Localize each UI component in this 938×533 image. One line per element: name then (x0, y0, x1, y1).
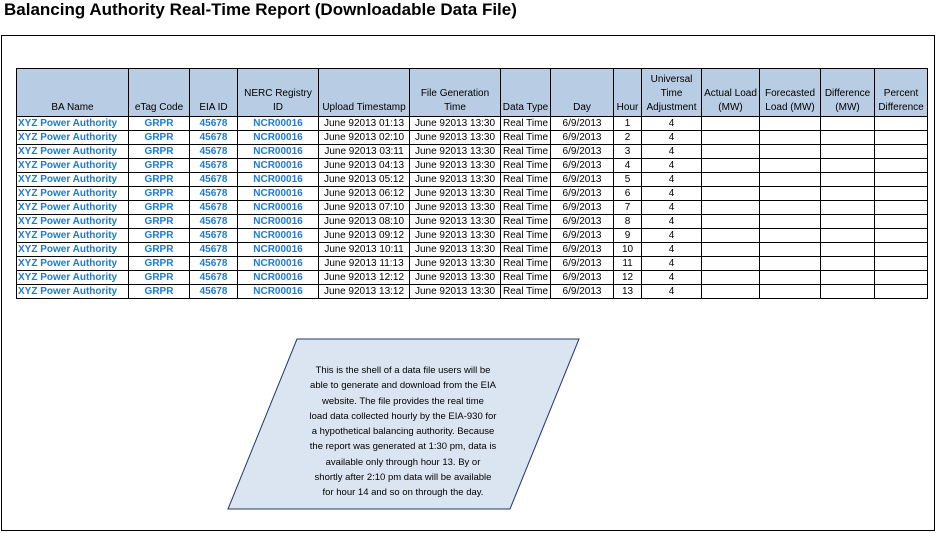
table-row (17, 229, 928, 243)
cell-upload-timestamp: June 92013 03:11 (319, 145, 410, 159)
cell-actual-load (702, 131, 760, 145)
table-row (17, 117, 928, 131)
cell-eia-id: 45678 (190, 173, 238, 187)
cell-nerc-registry-id: NCR00016 (238, 145, 319, 159)
cell-actual-load (702, 173, 760, 187)
cell-difference (821, 229, 875, 243)
cell-eia-id: 45678 (190, 257, 238, 271)
table-row (17, 285, 928, 299)
cell-file-generation-time: June 92013 13:30 (410, 243, 501, 257)
cell-ba-name: XYZ Power Authority (17, 145, 129, 159)
note-line: able to generate and download from the EIA (310, 380, 496, 392)
cell-percent-difference (875, 201, 928, 215)
cell-forecasted-load (760, 131, 821, 145)
cell-hour: 10 (614, 243, 642, 257)
cell-data-type: Real Time (501, 257, 551, 271)
cell-hour: 3 (614, 145, 642, 159)
cell-actual-load (702, 215, 760, 229)
cell-nerc-registry-id: NCR00016 (238, 215, 319, 229)
cell-percent-difference (875, 173, 928, 187)
cell-eia-id: 45678 (190, 117, 238, 131)
cell-upload-timestamp: June 92013 06:12 (319, 187, 410, 201)
cell-forecasted-load (760, 243, 821, 257)
cell-upload-timestamp: June 92013 05:12 (319, 173, 410, 187)
cell-hour: 5 (614, 173, 642, 187)
cell-utc-adjustment: 4 (642, 257, 702, 271)
table-header-row (17, 69, 928, 117)
note-line: for hour 14 and so on through the day. (322, 487, 484, 499)
cell-forecasted-load (760, 117, 821, 131)
cell-day: 6/9/2013 (551, 271, 614, 285)
cell-hour: 4 (614, 159, 642, 173)
cell-file-generation-time: June 92013 13:30 (410, 117, 501, 131)
cell-day: 6/9/2013 (551, 131, 614, 145)
cell-hour: 2 (614, 131, 642, 145)
cell-file-generation-time: June 92013 13:30 (410, 159, 501, 173)
cell-actual-load (702, 187, 760, 201)
cell-difference (821, 243, 875, 257)
cell-forecasted-load (760, 159, 821, 173)
table-row (17, 173, 928, 187)
cell-difference (821, 257, 875, 271)
cell-forecasted-load (760, 173, 821, 187)
report-title: Balancing Authority Real-Time Report (Downloadable Data File) (4, 0, 517, 19)
cell-utc-adjustment: 4 (642, 271, 702, 285)
cell-nerc-registry-id: NCR00016 (238, 131, 319, 145)
cell-utc-adjustment: 4 (642, 145, 702, 159)
cell-day: 6/9/2013 (551, 243, 614, 257)
cell-hour: 11 (614, 257, 642, 271)
cell-difference (821, 187, 875, 201)
cell-forecasted-load (760, 145, 821, 159)
cell-day: 6/9/2013 (551, 173, 614, 187)
table-row (17, 187, 928, 201)
cell-forecasted-load (760, 229, 821, 243)
cell-actual-load (702, 201, 760, 215)
cell-utc-adjustment: 4 (642, 131, 702, 145)
cell-data-type: Real Time (501, 159, 551, 173)
cell-day: 6/9/2013 (551, 187, 614, 201)
cell-data-type: Real Time (501, 131, 551, 145)
cell-ba-name: XYZ Power Authority (17, 187, 129, 201)
cell-etag-code: GRPR (129, 215, 190, 229)
cell-eia-id: 45678 (190, 159, 238, 173)
cell-etag-code: GRPR (129, 257, 190, 271)
cell-upload-timestamp: June 92013 11:13 (319, 257, 410, 271)
cell-upload-timestamp: June 92013 10:11 (319, 243, 410, 257)
col-header-actual-load: Actual Load (MW) (702, 69, 760, 117)
cell-day: 6/9/2013 (551, 145, 614, 159)
cell-nerc-registry-id: NCR00016 (238, 117, 319, 131)
note-line: shortly after 2:10 pm data will be available (314, 472, 492, 484)
cell-difference (821, 131, 875, 145)
cell-upload-timestamp: June 92013 02:10 (319, 131, 410, 145)
cell-percent-difference (875, 131, 928, 145)
cell-forecasted-load (760, 257, 821, 271)
cell-data-type: Real Time (501, 285, 551, 299)
cell-actual-load (702, 159, 760, 173)
cell-data-type: Real Time (501, 229, 551, 243)
cell-data-type: Real Time (501, 243, 551, 257)
cell-eia-id: 45678 (190, 187, 238, 201)
cell-nerc-registry-id: NCR00016 (238, 257, 319, 271)
cell-difference (821, 215, 875, 229)
col-header-data-type: Data Type (501, 69, 551, 117)
col-header-etag-code: eTag Code (129, 69, 190, 117)
cell-nerc-registry-id: NCR00016 (238, 201, 319, 215)
col-header-day: Day (551, 69, 614, 117)
cell-eia-id: 45678 (190, 229, 238, 243)
cell-actual-load (702, 145, 760, 159)
cell-hour: 9 (614, 229, 642, 243)
cell-difference (821, 173, 875, 187)
cell-day: 6/9/2013 (551, 285, 614, 299)
cell-data-type: Real Time (501, 145, 551, 159)
cell-upload-timestamp: June 92013 09:12 (319, 229, 410, 243)
col-header-percent-difference: Percent Difference (875, 69, 928, 117)
cell-percent-difference (875, 159, 928, 173)
cell-percent-difference (875, 145, 928, 159)
cell-forecasted-load (760, 215, 821, 229)
cell-etag-code: GRPR (129, 243, 190, 257)
cell-hour: 13 (614, 285, 642, 299)
cell-data-type: Real Time (501, 201, 551, 215)
cell-actual-load (702, 243, 760, 257)
cell-percent-difference (875, 257, 928, 271)
note-callout (227, 338, 580, 510)
cell-ba-name: XYZ Power Authority (17, 271, 129, 285)
cell-ba-name: XYZ Power Authority (17, 285, 129, 299)
cell-hour: 6 (614, 187, 642, 201)
cell-etag-code: GRPR (129, 131, 190, 145)
cell-file-generation-time: June 92013 13:30 (410, 215, 501, 229)
cell-etag-code: GRPR (129, 145, 190, 159)
cell-file-generation-time: June 92013 13:30 (410, 131, 501, 145)
cell-data-type: Real Time (501, 271, 551, 285)
cell-eia-id: 45678 (190, 285, 238, 299)
table-row (17, 215, 928, 229)
cell-percent-difference (875, 285, 928, 299)
cell-ba-name: XYZ Power Authority (17, 215, 129, 229)
col-header-eia-id: EIA ID (190, 69, 238, 117)
cell-ba-name: XYZ Power Authority (17, 257, 129, 271)
col-header-nerc-registry-id: NERC Registry ID (238, 69, 319, 117)
cell-eia-id: 45678 (190, 201, 238, 215)
cell-difference (821, 145, 875, 159)
cell-upload-timestamp: June 92013 07:10 (319, 201, 410, 215)
cell-forecasted-load (760, 187, 821, 201)
note-line: available only through hour 13. By or (325, 456, 481, 468)
cell-nerc-registry-id: NCR00016 (238, 285, 319, 299)
cell-data-type: Real Time (501, 215, 551, 229)
table-row (17, 131, 928, 145)
cell-ba-name: XYZ Power Authority (17, 159, 129, 173)
cell-eia-id: 45678 (190, 131, 238, 145)
cell-hour: 7 (614, 201, 642, 215)
note-line: the report was generated at 1:30 pm, data is (309, 441, 497, 453)
cell-percent-difference (875, 271, 928, 285)
table-row (17, 243, 928, 257)
cell-day: 6/9/2013 (551, 229, 614, 243)
cell-eia-id: 45678 (190, 243, 238, 257)
cell-etag-code: GRPR (129, 285, 190, 299)
cell-ba-name: XYZ Power Authority (17, 201, 129, 215)
note-line: load data collected hourly by the EIA-930 for (309, 410, 497, 422)
cell-forecasted-load (760, 285, 821, 299)
cell-etag-code: GRPR (129, 201, 190, 215)
cell-nerc-registry-id: NCR00016 (238, 173, 319, 187)
col-header-hour: Hour (614, 69, 642, 117)
cell-file-generation-time: June 92013 13:30 (410, 285, 501, 299)
cell-utc-adjustment: 4 (642, 117, 702, 131)
cell-day: 6/9/2013 (551, 201, 614, 215)
cell-hour: 1 (614, 117, 642, 131)
note-line: website. The file provides the real time (322, 395, 484, 407)
cell-actual-load (702, 257, 760, 271)
cell-file-generation-time: June 92013 13:30 (410, 257, 501, 271)
cell-difference (821, 159, 875, 173)
cell-ba-name: XYZ Power Authority (17, 131, 129, 145)
table-row (17, 201, 928, 215)
cell-actual-load (702, 229, 760, 243)
cell-etag-code: GRPR (129, 173, 190, 187)
cell-eia-id: 45678 (190, 215, 238, 229)
cell-file-generation-time: June 92013 13:30 (410, 229, 501, 243)
cell-data-type: Real Time (501, 117, 551, 131)
col-header-ba-name: BA Name (17, 69, 129, 117)
cell-utc-adjustment: 4 (642, 201, 702, 215)
cell-utc-adjustment: 4 (642, 215, 702, 229)
cell-utc-adjustment: 4 (642, 159, 702, 173)
cell-difference (821, 117, 875, 131)
cell-hour: 12 (614, 271, 642, 285)
table-row (17, 159, 928, 173)
col-header-upload-timestamp: Upload Timestamp (319, 69, 410, 117)
cell-nerc-registry-id: NCR00016 (238, 229, 319, 243)
cell-upload-timestamp: June 92013 12:12 (319, 271, 410, 285)
cell-etag-code: GRPR (129, 271, 190, 285)
table-body (17, 117, 928, 299)
cell-upload-timestamp: June 92013 13:12 (319, 285, 410, 299)
cell-day: 6/9/2013 (551, 215, 614, 229)
cell-difference (821, 271, 875, 285)
cell-file-generation-time: June 92013 13:30 (410, 145, 501, 159)
table-row (17, 145, 928, 159)
cell-percent-difference (875, 215, 928, 229)
cell-etag-code: GRPR (129, 117, 190, 131)
cell-upload-timestamp: June 92013 01:13 (319, 117, 410, 131)
cell-file-generation-time: June 92013 13:30 (410, 271, 501, 285)
cell-day: 6/9/2013 (551, 159, 614, 173)
cell-ba-name: XYZ Power Authority (17, 243, 129, 257)
cell-upload-timestamp: June 92013 08:10 (319, 215, 410, 229)
cell-utc-adjustment: 4 (642, 187, 702, 201)
cell-forecasted-load (760, 271, 821, 285)
cell-ba-name: XYZ Power Authority (17, 117, 129, 131)
cell-percent-difference (875, 243, 928, 257)
cell-percent-difference (875, 117, 928, 131)
table-row (17, 257, 928, 271)
cell-actual-load (702, 285, 760, 299)
col-header-utc-adjustment: Universal Time Adjustment (642, 69, 702, 117)
cell-data-type: Real Time (501, 187, 551, 201)
cell-day: 6/9/2013 (551, 257, 614, 271)
cell-day: 6/9/2013 (551, 117, 614, 131)
cell-etag-code: GRPR (129, 159, 190, 173)
cell-nerc-registry-id: NCR00016 (238, 271, 319, 285)
cell-ba-name: XYZ Power Authority (17, 229, 129, 243)
table-row (17, 271, 928, 285)
cell-etag-code: GRPR (129, 229, 190, 243)
note-line: This is the shell of a data file users will be (315, 365, 491, 376)
col-header-file-generation-time: File Generation Time (410, 69, 501, 117)
cell-actual-load (702, 271, 760, 285)
cell-nerc-registry-id: NCR00016 (238, 187, 319, 201)
cell-utc-adjustment: 4 (642, 173, 702, 187)
cell-upload-timestamp: June 92013 04:13 (319, 159, 410, 173)
col-header-forecasted-load: Forecasted Load (MW) (760, 69, 821, 117)
cell-percent-difference (875, 187, 928, 201)
cell-utc-adjustment: 4 (642, 285, 702, 299)
cell-eia-id: 45678 (190, 145, 238, 159)
note-text (299, 363, 507, 501)
note-line: a hypothetical balancing authority. Because (311, 426, 495, 438)
cell-actual-load (702, 117, 760, 131)
cell-utc-adjustment: 4 (642, 229, 702, 243)
col-header-difference: Difference (MW) (821, 69, 875, 117)
cell-difference (821, 285, 875, 299)
cell-nerc-registry-id: NCR00016 (238, 243, 319, 257)
cell-difference (821, 201, 875, 215)
cell-forecasted-load (760, 201, 821, 215)
cell-ba-name: XYZ Power Authority (17, 173, 129, 187)
report-table (16, 68, 928, 299)
cell-file-generation-time: June 92013 13:30 (410, 201, 501, 215)
cell-percent-difference (875, 229, 928, 243)
cell-etag-code: GRPR (129, 187, 190, 201)
cell-eia-id: 45678 (190, 271, 238, 285)
cell-nerc-registry-id: NCR00016 (238, 159, 319, 173)
cell-hour: 8 (614, 215, 642, 229)
cell-utc-adjustment: 4 (642, 243, 702, 257)
cell-file-generation-time: June 92013 13:30 (410, 173, 501, 187)
cell-data-type: Real Time (501, 173, 551, 187)
cell-file-generation-time: June 92013 13:30 (410, 187, 501, 201)
